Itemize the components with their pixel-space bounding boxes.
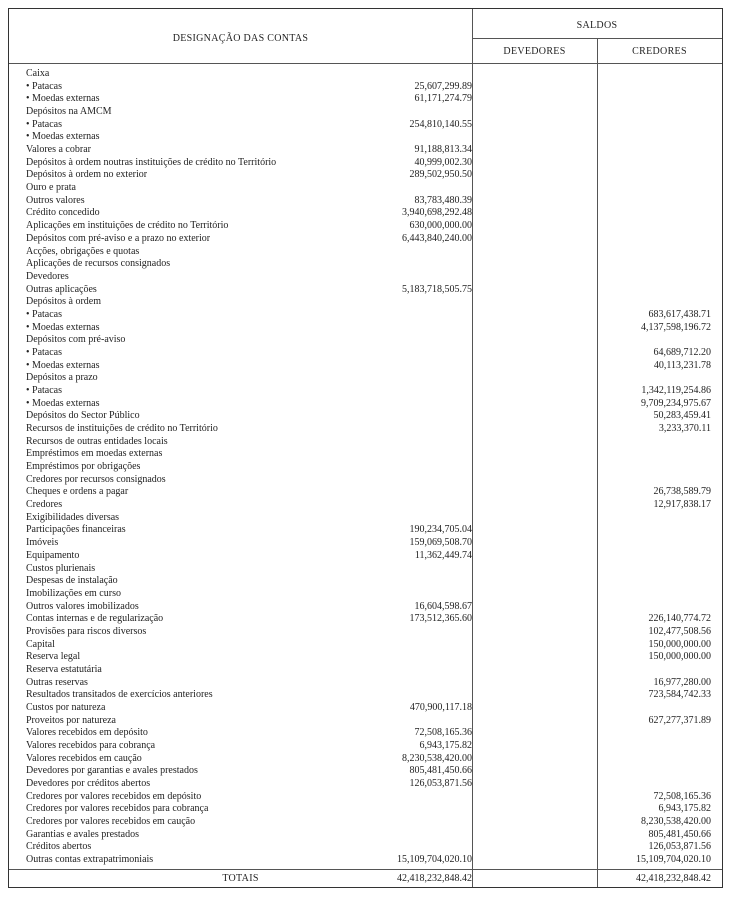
account-label: Outros valores imobilizados (26, 600, 139, 612)
account-label: Depósitos com pré-aviso (26, 334, 126, 346)
devedores-value: 83,783,480.39 (414, 194, 472, 206)
table-row (9, 778, 722, 791)
account-label: Depósitos à ordem noutras instituições de crédito no Território (26, 156, 277, 168)
account-label: Capital (26, 638, 55, 650)
table-row (9, 119, 722, 132)
account-label: Depósitos na AMCM (26, 106, 112, 118)
account-label: • Moedas externas (26, 359, 100, 371)
account-label: Valores recebidos em caução (26, 752, 142, 764)
table-row (9, 68, 722, 81)
header-divider (472, 38, 722, 39)
header-divider (9, 63, 722, 64)
account-label: Empréstimos por obrigações (26, 461, 141, 473)
credores-value: 226,140,774.72 (648, 613, 711, 625)
devedores-value: 61,171,274.79 (414, 93, 472, 105)
credores-value: 102,477,508.56 (648, 625, 711, 637)
designation-header: DESIGNAÇÃO DAS CONTAS (172, 33, 309, 44)
table-row (9, 765, 722, 778)
credores-value: 4,137,598,196.72 (641, 321, 711, 333)
account-label: • Patacas (26, 308, 62, 320)
credores-value: 26,738,589.79 (653, 486, 711, 498)
account-label: Outros valores (26, 194, 85, 206)
table-row (9, 803, 722, 816)
credores-value: 50,283,459.41 (653, 410, 711, 422)
account-label: Empréstimos em moedas externas (26, 448, 163, 460)
account-label: Reserva estatutária (26, 663, 102, 675)
credores-value: 3,233,370.11 (658, 423, 711, 435)
account-label: Resultados transitados de exercícios anteriores (26, 689, 213, 701)
table-row (9, 791, 722, 804)
table-row (9, 334, 722, 347)
table-row (9, 398, 722, 411)
devedores-value: 254,810,140.55 (409, 118, 472, 130)
account-label: • Patacas (26, 385, 62, 396)
account-label: • Moedas externas (26, 131, 100, 143)
table-row (9, 144, 722, 157)
table-row (9, 385, 722, 398)
table-row (9, 220, 722, 233)
credores-value: 1,342,119,254.86 (641, 385, 711, 396)
devedores-value: 470,900,117.18 (409, 702, 472, 713)
table-row (9, 626, 722, 639)
table-row (9, 233, 722, 246)
table-row (9, 106, 722, 119)
account-label: Participações financeiras (26, 524, 126, 536)
devedores-value: 190,234,705.04 (409, 524, 472, 536)
table-row (9, 499, 722, 512)
devedores-value: 6,943,175.82 (419, 740, 472, 752)
account-label: • Patacas (26, 80, 62, 92)
account-label: Contas internas e de regularização (26, 613, 164, 625)
table-row (9, 550, 722, 563)
table-row (9, 410, 722, 423)
table-row (9, 829, 722, 842)
account-label: • Moedas externas (26, 93, 100, 105)
table-row (9, 486, 722, 499)
devedores-value: 3,940,698,292.48 (402, 207, 472, 219)
account-label: Valores recebidos para cobrança (26, 740, 156, 752)
table-row (9, 563, 722, 576)
devedores-value: 16,604,598.67 (414, 600, 472, 612)
table-row (9, 448, 722, 461)
account-label: Devedores (26, 270, 69, 282)
table-row (9, 157, 722, 170)
table-row (9, 727, 722, 740)
credores-value: 126,053,871.56 (648, 841, 711, 853)
devedores-value: 126,053,871.56 (409, 778, 472, 790)
account-label: Crédito concedido (26, 207, 100, 219)
account-label: • Moedas externas (26, 397, 100, 409)
credores-value: 8,230,538,420.00 (641, 816, 711, 828)
account-label: Credores por valores recebidos em caução (26, 816, 196, 828)
table-row (9, 715, 722, 728)
credores-value: 150,000,000.00 (648, 651, 711, 663)
table-row (9, 575, 722, 588)
table-row (9, 131, 722, 144)
table-row (9, 816, 722, 829)
table-row (9, 841, 722, 854)
account-label: Devedores por garantias e avales prestados (26, 765, 198, 777)
account-label: Recursos de instituições de crédito no Território (26, 423, 218, 435)
totals-row (9, 873, 722, 886)
table-row (9, 372, 722, 385)
account-label: Aplicações em instituições de crédito no Território (26, 220, 229, 232)
account-label: Depósitos do Sector Público (26, 410, 140, 422)
table-row (9, 524, 722, 537)
account-label: Garantias e avales prestados (26, 828, 140, 840)
account-label: Credores por recursos consignados (26, 473, 166, 485)
table-row (9, 271, 722, 284)
account-label: Valores recebidos em depósito (26, 727, 148, 739)
totals-devedores: 42,418,232,848.42 (397, 873, 472, 884)
table-row (9, 246, 722, 259)
devedores-value: 5,183,718,505.75 (402, 283, 472, 295)
account-label: Depósitos à ordem no exterior (26, 169, 148, 181)
account-label: Depósitos a prazo (26, 372, 98, 384)
account-label: Outras reservas (26, 676, 88, 688)
table-row (9, 461, 722, 474)
credores-value: 627,277,371.89 (648, 714, 711, 726)
account-label: • Moedas externas (26, 321, 100, 333)
table-row (9, 309, 722, 322)
table-row (9, 512, 722, 525)
table-row (9, 651, 722, 664)
credores-value: 64,689,712.20 (653, 346, 711, 358)
table-row (9, 195, 722, 208)
account-label: Despesas de instalação (26, 575, 118, 587)
credores-value: 6,943,175.82 (658, 803, 711, 815)
table-row (9, 347, 722, 360)
account-label: Credores por valores recebidos para cobrança (26, 803, 209, 815)
credores-value: 72,508,165.36 (653, 790, 711, 802)
table-row (9, 182, 722, 195)
devedores-value: 289,502,950.50 (409, 169, 472, 181)
credores-value: 16,977,280.00 (653, 676, 711, 688)
credores-value: 723,584,742.33 (648, 689, 711, 701)
credores-value: 15,109,704,020.10 (636, 854, 711, 866)
account-label: Imóveis (26, 537, 59, 549)
table-row (9, 588, 722, 601)
table-row (9, 296, 722, 309)
account-label: Outras aplicações (26, 283, 97, 295)
credores-value: 683,617,438.71 (648, 308, 711, 320)
credores-value: 805,481,450.66 (648, 828, 711, 840)
account-label: Custos plurienais (26, 562, 96, 574)
account-label: Ouro e prata (26, 182, 76, 194)
account-label: Caixa (26, 68, 50, 79)
table-row (9, 689, 722, 702)
devedores-value: 72,508,165.36 (414, 727, 472, 739)
account-label: Acções, obrigações e quotas (26, 245, 140, 257)
account-label: Outras contas extrapatrimoniais (26, 854, 154, 866)
table-row (9, 613, 722, 626)
credores-value: 150,000,000.00 (648, 638, 711, 650)
table-row (9, 207, 722, 220)
table-row (9, 81, 722, 94)
account-label: Valores a cobrar (26, 144, 91, 156)
totals-divider (9, 869, 722, 870)
devedores-value: 630,000,000.00 (409, 220, 472, 232)
credores-value: 40,113,231.78 (653, 359, 711, 371)
table-row (9, 322, 722, 335)
totals-credores: 42,418,232,848.42 (636, 873, 711, 884)
table-row (9, 740, 722, 753)
table-row (9, 639, 722, 652)
account-label: Credores (26, 499, 63, 511)
saldos-header: SALDOS (576, 20, 618, 31)
devedores-value: 11,362,449.74 (414, 549, 472, 561)
account-label: Aplicações de recursos consignados (26, 258, 171, 270)
account-label: Cheques e ordens a pagar (26, 486, 129, 498)
account-label: Provisões para riscos diversos (26, 625, 147, 637)
table-row (9, 601, 722, 614)
account-label: Equipamento (26, 549, 80, 561)
account-label: • Patacas (26, 346, 62, 358)
credores-header: CREDORES (632, 46, 687, 57)
account-label: Devedores por créditos abertos (26, 778, 151, 790)
table-row (9, 537, 722, 550)
totals-label: TOTAIS (222, 873, 259, 884)
credores-value: 12,917,838.17 (653, 499, 711, 511)
balance-table (8, 8, 723, 888)
devedores-value: 15,109,704,020.10 (397, 854, 472, 866)
account-label: Depósitos à ordem (26, 296, 101, 308)
table-row (9, 258, 722, 271)
devedores-header: DEVEDORES (503, 46, 566, 57)
account-label: Imobilizações em curso (26, 587, 121, 599)
table-row (9, 360, 722, 373)
account-label: Reserva legal (26, 651, 81, 663)
table-row (9, 169, 722, 182)
table-row (9, 753, 722, 766)
table-row (9, 474, 722, 487)
devedores-value: 8,230,538,420.00 (402, 752, 472, 764)
account-label: Exigibilidades diversas (26, 511, 120, 523)
devedores-value: 173,512,365.60 (409, 613, 472, 625)
account-label: Proveitos por natureza (26, 714, 116, 726)
table-row (9, 284, 722, 297)
table-row (9, 677, 722, 690)
credores-value: 9,709,234,975.67 (641, 397, 711, 409)
devedores-value: 25,607,299.89 (414, 80, 472, 92)
table-row (9, 93, 722, 106)
devedores-value: 6,443,840,240.00 (402, 232, 472, 244)
table-row (9, 854, 722, 867)
account-label: Depósitos com pré-aviso e a prazo no exterior (26, 232, 211, 244)
table-row (9, 423, 722, 436)
account-label: Custos por natureza (26, 702, 106, 713)
table-row (9, 664, 722, 677)
devedores-value: 40,999,002.30 (414, 156, 472, 168)
account-label: • Patacas (26, 118, 62, 130)
account-label: Credores por valores recebidos em depósito (26, 790, 202, 802)
account-label: Créditos abertos (26, 841, 92, 853)
devedores-value: 805,481,450.66 (409, 765, 472, 777)
table-row (9, 436, 722, 449)
devedores-value: 159,069,508.70 (409, 537, 472, 549)
table-row (9, 702, 722, 715)
account-label: Recursos de outras entidades locais (26, 435, 168, 447)
devedores-value: 91,188,813.34 (414, 144, 472, 156)
